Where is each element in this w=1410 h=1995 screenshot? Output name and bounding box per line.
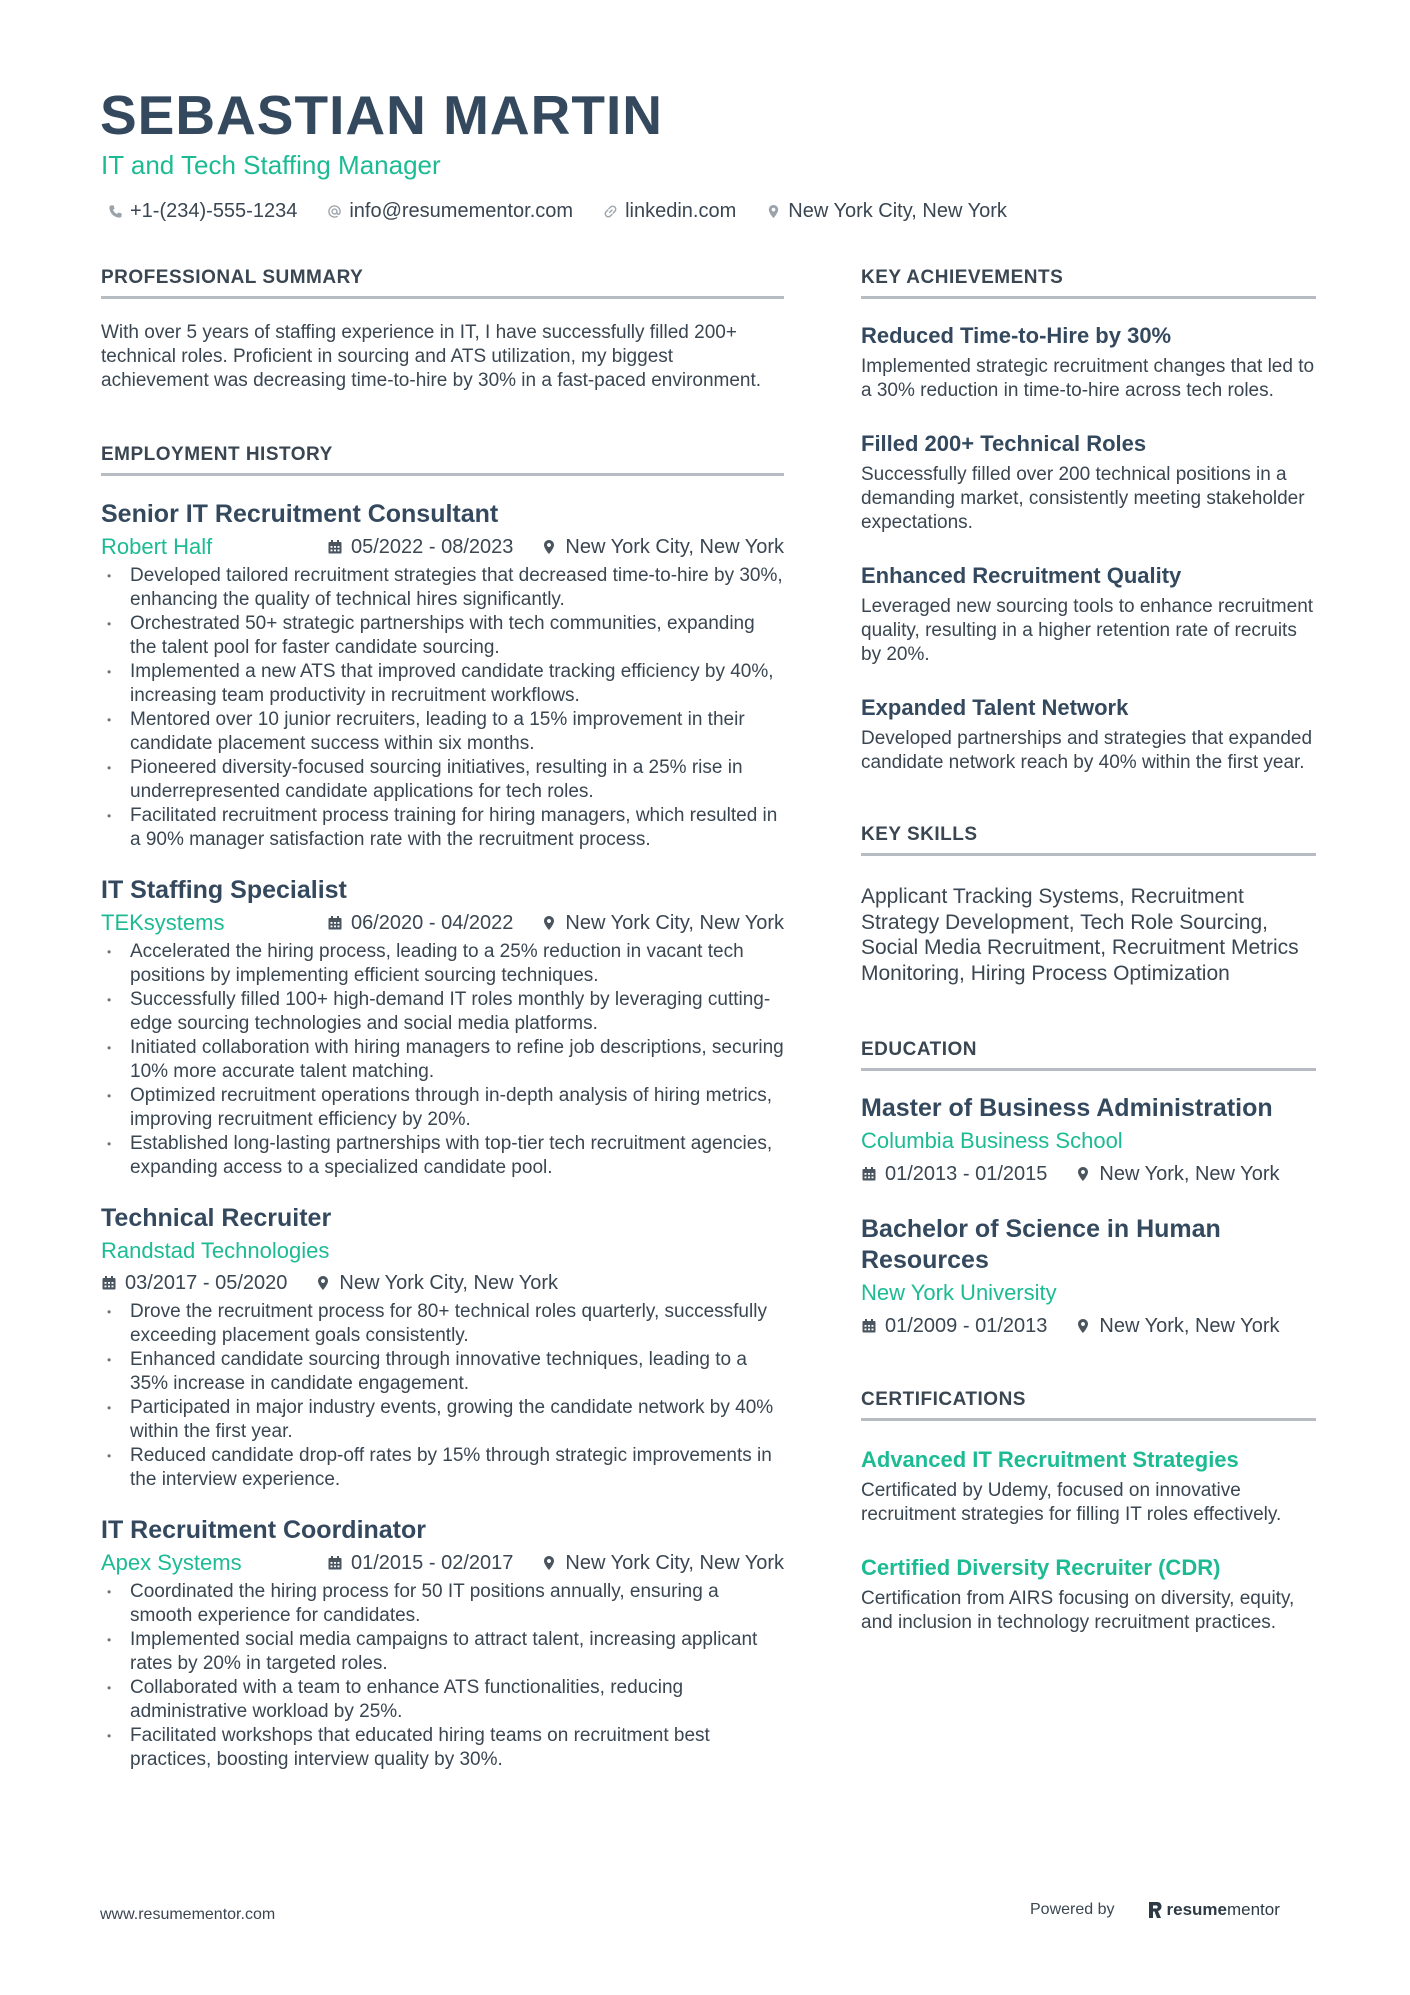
resumementor-logo-icon <box>1147 1900 1163 1920</box>
certification-title: Certified Diversity Recruiter (CDR) <box>861 1555 1221 1580</box>
certification-item <box>861 1553 1316 1635</box>
email-text[interactable]: info@resumementor.com <box>349 200 574 222</box>
contact-linkedin[interactable] <box>603 198 736 224</box>
candidate-name: SEBASTIAN MARTIN <box>100 84 663 146</box>
job-dates-text: 01/2015 - 02/2017 <box>351 1552 514 1574</box>
job-bullets <box>101 940 784 1180</box>
education-location <box>1075 1160 1279 1188</box>
education-heading: EDUCATION <box>861 1038 1316 1071</box>
list-item: • Orchestrated 50+ strategic partnerships with tech communities, expanding the talent pool for faster candidate sourcing. <box>101 612 784 660</box>
list-item: • Facilitated recruitment process training for hiring managers, which resulted in a 90% manager satisfaction rate with the recruitment process. <box>101 804 784 852</box>
employment-heading: EMPLOYMENT HISTORY <box>101 443 784 476</box>
job-dates <box>101 1269 287 1297</box>
job-title: IT Recruitment Coordinator <box>101 1516 427 1544</box>
right-column <box>861 266 1316 1661</box>
education-dates-text: 01/2013 - 01/2015 <box>885 1163 1048 1185</box>
school-name: New York University <box>861 1280 1057 1305</box>
company-name: Robert Half <box>101 534 213 559</box>
education-item <box>861 1214 1316 1340</box>
job-bullets <box>101 1580 784 1772</box>
job-entry <box>101 498 784 852</box>
education-dates <box>861 1312 1047 1340</box>
location-pin-icon <box>541 1555 557 1571</box>
job-location-text: New York City, New York <box>565 1552 784 1574</box>
contact-location <box>766 198 1007 224</box>
footer-website[interactable]: www.resumementor.com <box>100 1906 276 1923</box>
school-name: Columbia Business School <box>861 1128 1123 1153</box>
certifications-heading: CERTIFICATIONS <box>861 1388 1316 1421</box>
calendar-icon <box>861 1166 877 1182</box>
job-meta <box>101 1549 784 1577</box>
calendar-icon <box>861 1318 877 1334</box>
brand-name-part1: resume <box>1166 1900 1227 1919</box>
job-bullets <box>101 564 784 852</box>
job-meta <box>101 533 784 561</box>
contact-email[interactable] <box>327 198 573 224</box>
job-bullets <box>101 1300 784 1492</box>
certification-text: Certification from AIRS focusing on diversity, equity, and inclusion in technology recruitment practices. <box>861 1588 1295 1633</box>
contact-phone <box>108 198 297 224</box>
certification-title: Advanced IT Recruitment Strategies <box>861 1447 1239 1472</box>
education-dates-text: 01/2009 - 01/2013 <box>885 1315 1048 1337</box>
link-icon <box>603 204 618 219</box>
job-location-text: New York City, New York <box>339 1272 558 1294</box>
education-meta <box>861 1160 1316 1188</box>
list-item: • Participated in major industry events, growing the candidate network by 40% within the first year. <box>101 1396 784 1444</box>
brand-name-part2: mentor <box>1226 1900 1280 1919</box>
degree-title: Bachelor of Science in Human Resources <box>861 1215 1221 1274</box>
job-entry <box>101 1514 784 1772</box>
phone-text: +1-(234)-555-1234 <box>130 200 298 222</box>
list-item: • Enhanced candidate sourcing through innovative techniques, leading to a 35% increase in candidate engagement. <box>101 1348 784 1396</box>
summary-text: With over 5 years of staffing experience in IT, I have successfully filled 200+ technical roles. Proficient in sourcing and ATS utilization, my biggest achievement was decreasing time-to-hire by 30% in a fast-paced environment. <box>101 322 762 391</box>
summary-heading: PROFESSIONAL SUMMARY <box>101 266 784 299</box>
achievement-text: Implemented strategic recruitment changes that led to a 30% reduction in time-to-hire across tech roles. <box>861 356 1315 401</box>
location-text: New York City, New York <box>788 200 1007 222</box>
job-title: Senior IT Recruitment Consultant <box>101 500 499 528</box>
list-item: • Collaborated with a team to enhance ATS functionalities, reducing administrative workload by 25%. <box>101 1676 784 1724</box>
certification-text: Certificated by Udemy, focused on innovative recruitment strategies for filling IT roles effectively. <box>861 1480 1282 1525</box>
education-location <box>1075 1312 1279 1340</box>
phone-icon <box>108 204 123 219</box>
job-location <box>315 1269 558 1297</box>
education-location-text: New York, New York <box>1099 1163 1280 1185</box>
list-item: • Optimized recruitment operations through in-depth analysis of hiring metrics, improving recruitment efficiency by 20%. <box>101 1084 784 1132</box>
achievement-text: Developed partnerships and strategies that expanded candidate network reach by 40% within the first year. <box>861 728 1313 773</box>
job-location <box>541 909 784 937</box>
degree-title: Master of Business Administration <box>861 1094 1273 1122</box>
location-pin-icon <box>1075 1318 1091 1334</box>
job-dates-text: 05/2022 - 08/2023 <box>351 536 514 558</box>
brand-logo[interactable] <box>1147 1900 1280 1920</box>
job-location <box>541 533 784 561</box>
linkedin-text[interactable]: linkedin.com <box>625 200 737 222</box>
achievements-heading: KEY ACHIEVEMENTS <box>861 266 1316 299</box>
calendar-icon <box>327 539 343 555</box>
achievement-text: Successfully filled over 200 technical positions in a demanding market, consistently meeting stakeholder expectations. <box>861 464 1305 533</box>
achievement-item <box>861 693 1316 775</box>
list-item: • Developed tailored recruitment strategies that decreased time-to-hire by 30%, enhancing the quality of technical hires significantly. <box>101 564 784 612</box>
job-dates-text: 03/2017 - 05/2020 <box>125 1272 288 1294</box>
contact-bar <box>108 198 1007 224</box>
location-pin-icon <box>541 915 557 931</box>
job-location-text: New York City, New York <box>565 912 784 934</box>
list-item: • Mentored over 10 junior recruiters, leading to a 15% improvement in their candidate placement success within six months. <box>101 708 784 756</box>
list-item: • Accelerated the hiring process, leading to a 25% reduction in vacant tech positions by implementing efficient sourcing techniques. <box>101 940 784 988</box>
certification-item <box>861 1445 1316 1527</box>
achievement-item <box>861 429 1316 535</box>
achievement-text: Leveraged new sourcing tools to enhance recruitment quality, resulting in a higher retention rate of recruits by 20%. <box>861 596 1314 665</box>
achievement-item <box>861 561 1316 667</box>
calendar-icon <box>327 915 343 931</box>
company-name: TEKsystems <box>101 910 225 935</box>
job-meta <box>101 909 784 937</box>
list-item: • Facilitated workshops that educated hiring teams on recruitment best practices, boosting interview quality by 30%. <box>101 1724 784 1772</box>
education-meta <box>861 1312 1316 1340</box>
company-name: Randstad Technologies <box>101 1238 330 1263</box>
list-item: • Initiated collaboration with hiring managers to refine job descriptions, securing 10% more accurate talent matching. <box>101 1036 784 1084</box>
job-dates-text: 06/2020 - 04/2022 <box>351 912 514 934</box>
company-name: Apex Systems <box>101 1550 242 1575</box>
calendar-icon <box>101 1275 117 1291</box>
education-dates <box>861 1160 1047 1188</box>
list-item: • Drove the recruitment process for 80+ technical roles quarterly, successfully exceeding placement goals consistently. <box>101 1300 784 1348</box>
job-dates <box>327 533 513 561</box>
education-item <box>861 1093 1316 1188</box>
education-location-text: New York, New York <box>1099 1315 1280 1337</box>
list-item: • Reduced candidate drop-off rates by 15% through strategic improvements in the interview experience. <box>101 1444 784 1492</box>
list-item: • Coordinated the hiring process for 50 IT positions annually, ensuring a smooth experience for candidates. <box>101 1580 784 1628</box>
job-dates <box>327 909 513 937</box>
job-entry <box>101 1202 784 1492</box>
list-item: • Established long-lasting partnerships with top-tier tech recruitment agencies, expanding access to a specialized candidate pool. <box>101 1132 784 1180</box>
job-location-text: New York City, New York <box>565 536 784 558</box>
location-pin-icon <box>766 204 781 219</box>
job-meta <box>101 1269 784 1297</box>
calendar-icon <box>327 1555 343 1571</box>
job-entry <box>101 874 784 1180</box>
achievement-title: Enhanced Recruitment Quality <box>861 563 1182 588</box>
location-pin-icon <box>315 1275 331 1291</box>
left-column <box>101 266 784 1794</box>
powered-by-label: Powered by <box>1030 1901 1115 1918</box>
achievement-title: Reduced Time-to-Hire by 30% <box>861 323 1172 348</box>
achievement-title: Expanded Talent Network <box>861 695 1129 720</box>
job-location <box>541 1549 784 1577</box>
job-title: IT and Tech Staffing Manager <box>101 150 441 180</box>
job-title: IT Staffing Specialist <box>101 876 347 904</box>
list-item: • Successfully filled 100+ high-demand IT roles monthly by leveraging cutting-edge sourcing technologies and social media platforms. <box>101 988 784 1036</box>
achievement-title: Filled 200+ Technical Roles <box>861 431 1147 456</box>
location-pin-icon <box>1075 1166 1091 1182</box>
achievement-item <box>861 321 1316 403</box>
list-item: • Implemented social media campaigns to attract talent, increasing applicant rates by 20% in targeted roles. <box>101 1628 784 1676</box>
skills-text: Applicant Tracking Systems, Recruitment Strategy Development, Tech Role Sourcing, Social Media Recruitment, Recruitment Metrics Monitoring, Hiring Process Optimization <box>861 885 1299 985</box>
job-dates <box>327 1549 513 1577</box>
job-title: Technical Recruiter <box>101 1204 332 1232</box>
location-pin-icon <box>541 539 557 555</box>
footer-branding <box>1030 1900 1280 1920</box>
skills-heading: KEY SKILLS <box>861 823 1316 856</box>
list-item: • Pioneered diversity-focused sourcing initiatives, resulting in a 25% rise in underrepresented candidate applications for tech roles. <box>101 756 784 804</box>
list-item: • Implemented a new ATS that improved candidate tracking efficiency by 40%, increasing team productivity in recruitment workflows. <box>101 660 784 708</box>
at-icon <box>327 204 342 219</box>
